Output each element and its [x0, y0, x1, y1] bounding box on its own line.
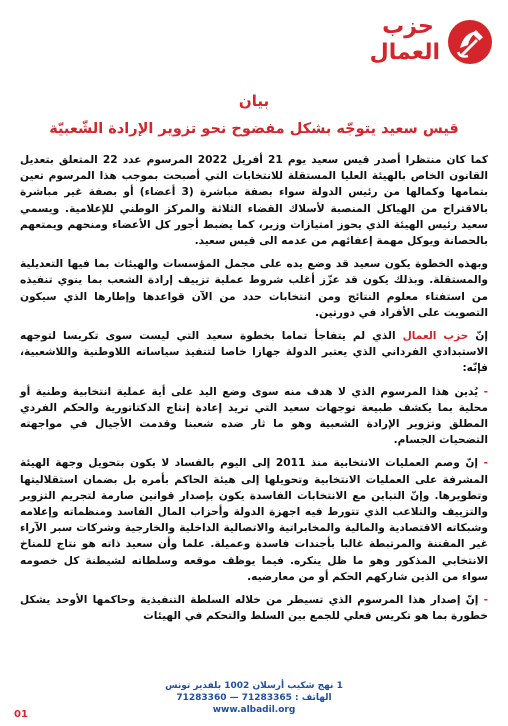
party-intro-prefix: إنّ [475, 330, 488, 343]
logo-text-line2: العمال [369, 40, 440, 65]
footer-phones: الهاتف : 71283365 — 71283360 [176, 693, 332, 703]
footer-contact [0, 680, 508, 716]
document-title: قيس سعيد يتوجّه بشكل مفضوح نحو تزوير الإرادة الشّعبيّة [49, 121, 459, 137]
footer-website: www.albadil.org [212, 705, 296, 715]
logo-text [369, 14, 440, 66]
page-footer [0, 678, 508, 726]
paragraph: كما كان منتظرا أصدر قيس سعيد يوم 21 أفريل 2022 المرسوم عدد 22 المتعلق بتعديل القانون الخاص بالهيئة العليا المستقلة للانتخابات التي أصبحت بموجب هذا المرسوم تعين بتمامها وكمالها من رئيس الدولة سواء بصفة مباشرة (3 أعضاء) أو بصفة غير مباشرة بالاقتراح من الهياكل المنصبة لأسلاك القضاء الثلاثة والمركز الوطني للإعلامية. ويسمي سعيد رئيس الهيئة الذي يحوز امتيازات وزير، كما يضبط أجور كل الأعضاء ومنحهم ويمتعهم بالحصانة ويوكل مهمة إعفائهم من عدمه الى قيس سعيد. [20, 154, 488, 248]
point-text: إنّ وصم العمليات الانتخابية منذ 2011 إلى اليوم بالفساد لا يكون بتحويل وجهة الهيئة المشرفة على العمليات الانتخابية وتحويلها إلى هيئة الحاكم بأمره بل بضمان استقلاليتها وتطويرها. وإنّ التباين مع الانتخابات الفاسدة يكون بإصدار قوانين صارمة لتجريم التزوير والتزييف والتلاعب الذي تتورط فيه اجهزة الدولة وأحزاب المال الفاسد ومنظماته وإعلامه وشبكاته الاقتصادية والمالية والمخابراتية والاتصالية الداخلية والخارجية وشركات سبر الآراء غير المقننة والمرتبطة غالبا بأجندات فاسدة وعميلة. علما وأن سعيد ذاته هو نتاج للمناخ الانتخابي المذكور وهو ما ظل ينكره. فيما يوظف موقعه وسلطاته لشيطنة كل خصومه سواء من الذين شاركهم الحكم أو من معارضيه. [20, 457, 488, 583]
party-logo [369, 8, 494, 86]
point-text: يُدين هذا المرسوم الذي لا هدف منه سوى وضع اليد على أية عملية انتخابية وطنية أو محلية بما يكشف طبيعة توجهات سعيد التي تريد إعادة إنتاج الدكتاتورية والحكم الفردي المطلق وتزوير الإرادة الشعبية وهو ما ثار ضده شعبنا وقدمت الأجيال في مواجهته التضحيات الجسام. [20, 385, 488, 447]
list-item: - إنّ إصدار هذا المرسوم الذي تسيطر من خلاله السلطة التنفيذية وحاكمها الأوحد يشكل خطورة بما هو تكريس فعلي للجمع بين السلط والتحكم في الهيئات [20, 594, 488, 623]
page-number: 01 [14, 709, 28, 720]
footer-address: 1 نهج شكيب أرسلان 1002 بلفدير تونس [165, 681, 343, 691]
document-heading: بيان [238, 92, 270, 110]
party-intro-rest: الذي لم يتفاجأ تماما بخطوة سعيد التي ليست سوى تكريسا لتوجهه الاستبدادي الفرداني الذي يعتبر الدولة جهازا خاصا لتنفيذ سياساته اللاوطنية واللاشعبية، فإنّه: [20, 330, 488, 375]
document-body [20, 152, 488, 631]
list-item: - يُدين هذا المرسوم الذي لا هدف منه سوى وضع اليد على أية عملية انتخابية وطنية أو محلية بما يكشف طبيعة توجهات سعيد التي تريد إعادة إنتاج الدكتاتورية والحكم الفردي المطلق وتزوير الإرادة الشعبية وهو ما ثار ضده شعبنا وقدمت الأجيال في مواجهته التضحيات الجسام. [20, 385, 488, 447]
party-name: حزب العمال [402, 330, 469, 343]
hammer-sickle-icon [446, 18, 494, 66]
point-text: إنّ إصدار هذا المرسوم الذي تسيطر من خلاله السلطة التنفيذية وحاكمها الأوحد يشكل خطورة بما هو تكريس فعلي للجمع بين السلط والتحكم في الهيئات [20, 594, 488, 623]
party-intro-paragraph [20, 328, 488, 377]
list-item: - إنّ وصم العمليات الانتخابية منذ 2011 إلى اليوم بالفساد لا يكون بتحويل وجهة الهيئة المشرفة على العمليات الانتخابية وتحويلها إلى هيئة الحاكم بأمره بل بضمان استقلاليتها وتطويرها. وإنّ التباين مع الانتخابات الفاسدة يكون بإصدار قوانين صارمة لتجريم التزوير والتزييف والتلاعب الذي تتورط فيه اجهزة الدولة وأحزاب المال الفاسد ومنظماته وإعلامه وشبكاته الاقتصادية والمالية والمخابراتية والاتصالية الداخلية والخارجية وشركات سبر الآراء غير المقننة والمرتبطة غالبا بأجندات فاسدة وعميلة. علما وأن سعيد ذاته هو نتاج للمناخ الانتخابي المذكور وهو ما ظل ينكره. فيما يوظف موقعه وسلطاته لشيطنة كل خصومه سواء من الذين شاركهم الحكم أو من معارضيه. [20, 457, 488, 583]
logo-text-line1: حزب [382, 14, 434, 39]
paragraph: وبهذه الخطوة يكون سعيد قد وضع يده على مجمل المؤسسات والهيئات بما فيها التعديلية والمستقلة. وبذلك يكون قد عزّز أغلب شروط عملية تزييف إرادة الشعب بما ينوي تنفيذه من استفتاء معلوم النتائج ومن انتخابات حدد من الآن قواعدها وإطارها الذي سيكون التصويت على الأفراد في دورتين. [20, 258, 488, 319]
